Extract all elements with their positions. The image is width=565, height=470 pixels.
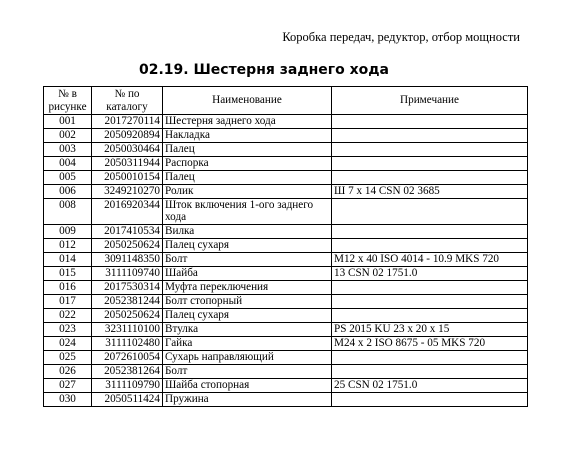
cell-part-name: Ролик bbox=[163, 185, 332, 199]
cell-part-name: Палец сухаря bbox=[163, 308, 332, 322]
cell-position: 012 bbox=[44, 238, 92, 252]
table-row bbox=[44, 157, 528, 171]
cell-part-name: Гайка bbox=[163, 336, 332, 350]
cell-catalog-number: 2050311944 bbox=[92, 157, 163, 171]
column-header-note: Примечание bbox=[332, 87, 528, 115]
cell-catalog-number: 2050511424 bbox=[92, 392, 163, 406]
cell-catalog-number: 2016920344 bbox=[92, 199, 163, 225]
table-row bbox=[44, 336, 528, 350]
table-row bbox=[44, 115, 528, 129]
page-title: 02.19. Шестерня заднего хода bbox=[139, 62, 389, 78]
cell-note: M24 x 2 ISO 8675 - 05 MKS 720 bbox=[332, 336, 528, 350]
table-row bbox=[44, 224, 528, 238]
cell-note bbox=[332, 115, 528, 129]
cell-part-name: Шток включения 1-ого заднего хода bbox=[163, 199, 332, 225]
parts-table bbox=[43, 86, 528, 407]
cell-position: 024 bbox=[44, 336, 92, 350]
table-row bbox=[44, 171, 528, 185]
table-row bbox=[44, 322, 528, 336]
table-row bbox=[44, 143, 528, 157]
table-row bbox=[44, 364, 528, 378]
cell-position: 023 bbox=[44, 322, 92, 336]
column-header-name: Наименование bbox=[163, 87, 332, 115]
cell-part-name: Палец bbox=[163, 143, 332, 157]
cell-note: M12 x 40 ISO 4014 - 10.9 MKS 720 bbox=[332, 252, 528, 266]
cell-part-name: Шестерня заднего хода bbox=[163, 115, 332, 129]
cell-part-name: Болт bbox=[163, 364, 332, 378]
cell-position: 005 bbox=[44, 171, 92, 185]
cell-note bbox=[332, 129, 528, 143]
table-row bbox=[44, 185, 528, 199]
cell-part-name: Распорка bbox=[163, 157, 332, 171]
column-header-pos: № в рисунке bbox=[44, 87, 92, 115]
cell-note bbox=[332, 143, 528, 157]
cell-position: 025 bbox=[44, 350, 92, 364]
cell-catalog-number: 2050010154 bbox=[92, 171, 163, 185]
cell-note bbox=[332, 199, 528, 225]
cell-position: 016 bbox=[44, 280, 92, 294]
cell-part-name: Втулка bbox=[163, 322, 332, 336]
cell-part-name: Вилка bbox=[163, 224, 332, 238]
cell-part-name: Пружина bbox=[163, 392, 332, 406]
cell-note bbox=[332, 308, 528, 322]
cell-part-name: Болт стопорный bbox=[163, 294, 332, 308]
cell-catalog-number: 2052381264 bbox=[92, 364, 163, 378]
cell-part-name: Болт bbox=[163, 252, 332, 266]
cell-catalog-number: 2017270114 bbox=[92, 115, 163, 129]
cell-catalog-number: 2052381244 bbox=[92, 294, 163, 308]
cell-note bbox=[332, 280, 528, 294]
cell-catalog-number: 3091148350 bbox=[92, 252, 163, 266]
cell-part-name: Муфта переключения bbox=[163, 280, 332, 294]
table-row bbox=[44, 238, 528, 252]
section-header: Коробка передач, редуктор, отбор мощности bbox=[282, 30, 520, 44]
cell-catalog-number: 3111109790 bbox=[92, 378, 163, 392]
cell-catalog-number: 2017530314 bbox=[92, 280, 163, 294]
cell-note: 13 CSN 02 1751.0 bbox=[332, 266, 528, 280]
table-row bbox=[44, 266, 528, 280]
cell-part-name: Накладка bbox=[163, 129, 332, 143]
cell-position: 003 bbox=[44, 143, 92, 157]
cell-note bbox=[332, 350, 528, 364]
cell-position: 017 bbox=[44, 294, 92, 308]
cell-note bbox=[332, 238, 528, 252]
cell-note bbox=[332, 157, 528, 171]
cell-position: 004 bbox=[44, 157, 92, 171]
cell-note: Ш 7 х 14 CSN 02 3685 bbox=[332, 185, 528, 199]
cell-note: 25 CSN 02 1751.0 bbox=[332, 378, 528, 392]
cell-catalog-number: 2050920894 bbox=[92, 129, 163, 143]
cell-part-name: Палец сухаря bbox=[163, 238, 332, 252]
cell-catalog-number: 2050030464 bbox=[92, 143, 163, 157]
table-row bbox=[44, 129, 528, 143]
cell-note bbox=[332, 294, 528, 308]
cell-position: 030 bbox=[44, 392, 92, 406]
column-header-catalog: № по каталогу bbox=[92, 87, 163, 115]
cell-catalog-number: 3111109740 bbox=[92, 266, 163, 280]
cell-catalog-number: 2072610054 bbox=[92, 350, 163, 364]
cell-note bbox=[332, 224, 528, 238]
table-row bbox=[44, 252, 528, 266]
cell-note bbox=[332, 171, 528, 185]
table-row bbox=[44, 280, 528, 294]
cell-position: 002 bbox=[44, 129, 92, 143]
cell-catalog-number: 2017410534 bbox=[92, 224, 163, 238]
cell-part-name: Палец bbox=[163, 171, 332, 185]
table-row bbox=[44, 199, 528, 225]
table-row bbox=[44, 378, 528, 392]
cell-catalog-number: 3111102480 bbox=[92, 336, 163, 350]
table-row bbox=[44, 294, 528, 308]
table-row bbox=[44, 350, 528, 364]
cell-part-name: Шайба bbox=[163, 266, 332, 280]
cell-position: 026 bbox=[44, 364, 92, 378]
cell-part-name: Сухарь направляющий bbox=[163, 350, 332, 364]
cell-position: 006 bbox=[44, 185, 92, 199]
cell-position: 015 bbox=[44, 266, 92, 280]
cell-part-name: Шайба стопорная bbox=[163, 378, 332, 392]
cell-position: 022 bbox=[44, 308, 92, 322]
cell-position: 009 bbox=[44, 224, 92, 238]
cell-catalog-number: 3231110100 bbox=[92, 322, 163, 336]
cell-note: PS 2015 KU 23 x 20 x 15 bbox=[332, 322, 528, 336]
cell-position: 008 bbox=[44, 199, 92, 225]
cell-catalog-number: 2050250624 bbox=[92, 308, 163, 322]
cell-catalog-number: 3249210270 bbox=[92, 185, 163, 199]
cell-position: 027 bbox=[44, 378, 92, 392]
table-header-row bbox=[44, 87, 528, 115]
cell-note bbox=[332, 364, 528, 378]
parts-table-body bbox=[44, 115, 528, 407]
cell-position: 001 bbox=[44, 115, 92, 129]
cell-catalog-number: 2050250624 bbox=[92, 238, 163, 252]
table-row bbox=[44, 308, 528, 322]
table-row bbox=[44, 392, 528, 406]
cell-position: 014 bbox=[44, 252, 92, 266]
cell-note bbox=[332, 392, 528, 406]
